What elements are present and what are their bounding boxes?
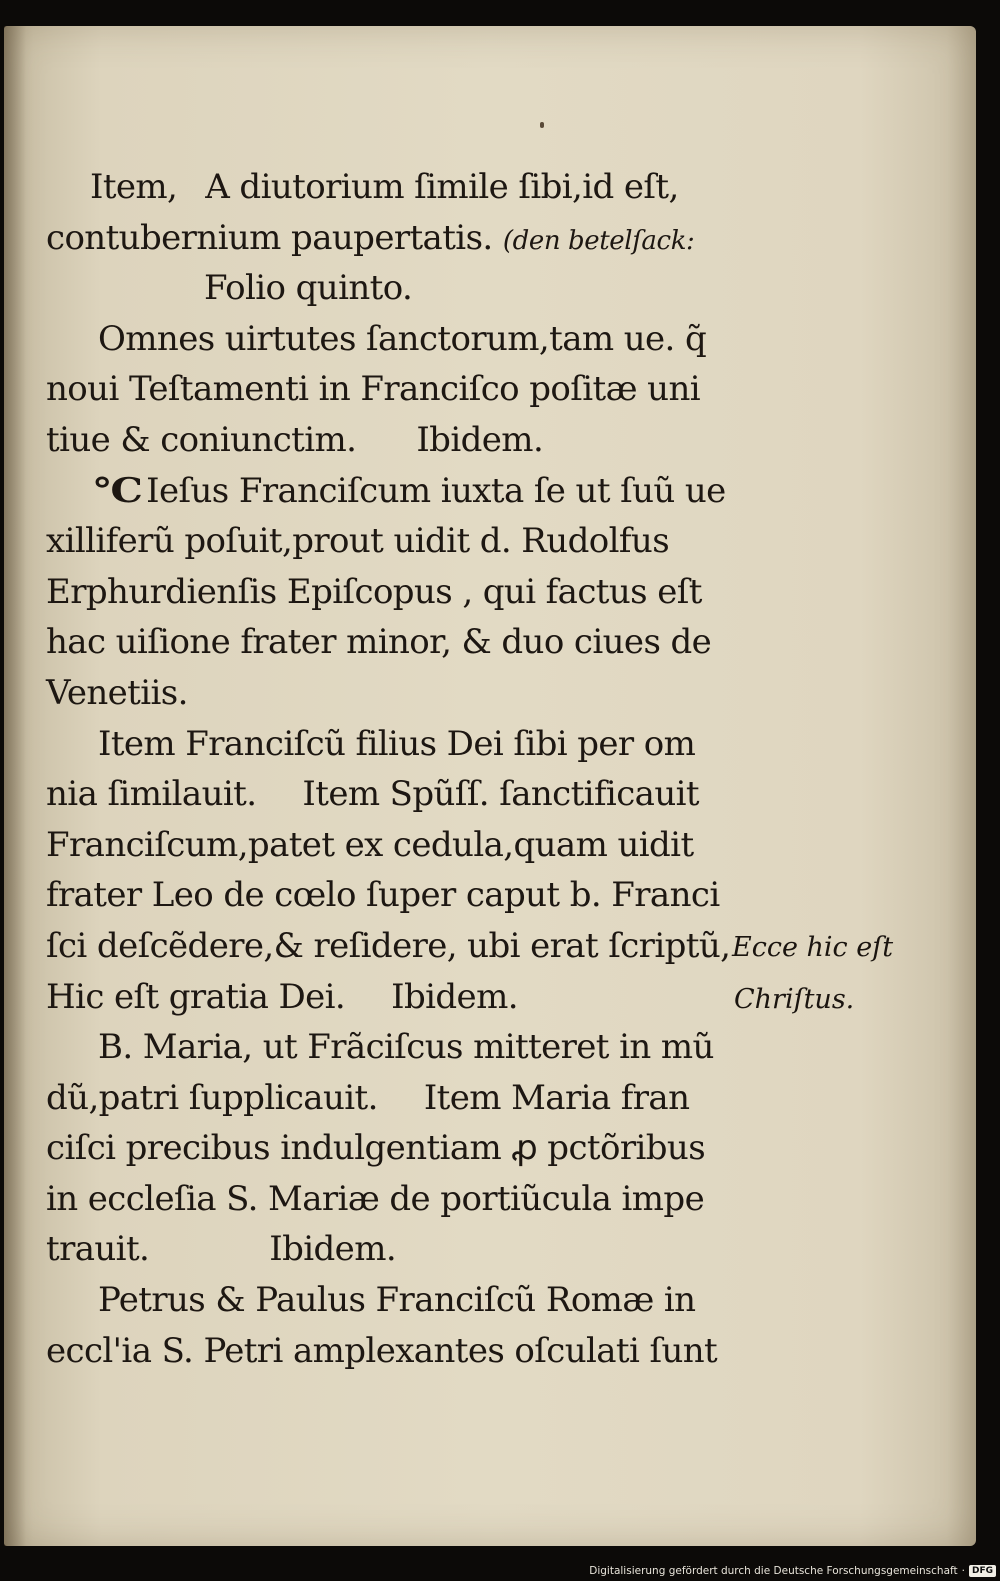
line-text: nia ſimilauit. <box>46 774 257 815</box>
line-text: Hic eſt gratia Dei. <box>46 976 346 1017</box>
text-line-3 <box>46 263 736 314</box>
line-text: ſci deſcẽdere,& reſidere, ubi erat ſcriptũ, <box>46 925 731 966</box>
credit-separator: · <box>961 1565 965 1577</box>
marginal-note-line-1: Ecce hic eſt <box>732 932 894 963</box>
line-text: dũ,patri ſupplicauit. <box>46 1077 378 1118</box>
line-text: Franciſcum,patet ex cedula,quam uidit <box>46 824 694 865</box>
line-text: contubernium paupertatis. <box>46 217 493 258</box>
dfg-logo: DFG <box>969 1565 996 1577</box>
text-line-8 <box>46 516 736 567</box>
line-text: tiue & coniunctim. <box>46 419 357 460</box>
line-text: ciſci precibus indulgentiam ꝓ pctõribus <box>46 1128 706 1169</box>
ink-speck <box>540 122 544 128</box>
line-text: A diutorium ſimile ſibi,id eſt, <box>205 167 679 207</box>
line-text: Item, <box>90 167 178 207</box>
text-line-10 <box>46 617 736 668</box>
text-line-19 <box>46 1073 736 1124</box>
line-text: eccl'ia S. Petri amplexantes oſculati ſunt <box>46 1330 718 1371</box>
line-text: Ieſus Franciſcum iuxta ſe ut ſuũ ue <box>146 470 726 511</box>
line-text: Item Franciſcũ filius Dei ſibi per om <box>98 723 696 764</box>
text-line-6 <box>46 415 736 466</box>
text-line-16 <box>46 921 736 972</box>
line-text: Omnes uirtutes ſanctorum,tam ue. q̃ <box>98 318 707 359</box>
main-text-block <box>46 162 736 1376</box>
text-line-15 <box>46 870 736 921</box>
line-text: trauit. <box>46 1229 150 1270</box>
handwritten-annotation: (den betelſack: <box>502 225 695 256</box>
line-text: frater Leo de cœlo ſuper caput b. Franci <box>46 875 720 916</box>
text-line-12 <box>46 719 736 770</box>
text-line-5 <box>46 364 736 415</box>
line-text: Item Spũſſ. ſanctificauit <box>302 774 699 815</box>
text-line-18 <box>46 1022 736 1073</box>
paragraph-mark: ℃ <box>93 470 143 511</box>
text-line-7 <box>46 466 736 517</box>
credit-text: Digitalisierung gefördert durch die Deutsche Forschungsgemeinschaft <box>589 1565 958 1577</box>
book-page <box>4 26 976 1546</box>
line-text: Erphurdienſis Epiſcopus , qui factus eſt <box>46 571 702 612</box>
line-text: noui Teſtamenti in Franciſco poſitæ uni <box>46 369 701 410</box>
line-text: xilliferũ poſuit,prout uidit d. Rudolfus <box>46 521 670 562</box>
text-line-21 <box>46 1174 736 1225</box>
text-line-4 <box>46 314 736 365</box>
text-line-14 <box>46 820 736 871</box>
text-line-23 <box>46 1275 736 1326</box>
handwritten-marginal-note <box>732 922 922 1026</box>
line-text: Venetiis. <box>46 672 188 713</box>
line-text: Folio quinto. <box>204 268 413 309</box>
text-line-22 <box>46 1224 736 1275</box>
line-text: Ibidem. <box>269 1229 397 1270</box>
text-line-1 <box>46 162 736 213</box>
marginal-note-line-2: Chriſtus. <box>734 984 855 1015</box>
line-text: Item Maria fran <box>423 1077 690 1118</box>
line-text: Ibidem. <box>416 419 544 460</box>
text-line-24 <box>46 1326 736 1377</box>
digitization-credit <box>589 1565 996 1577</box>
line-text: Petrus & Paulus Franciſcũ Romæ in <box>98 1280 696 1321</box>
text-line-2 <box>46 213 736 264</box>
text-line-13 <box>46 769 736 820</box>
gutter-shadow <box>4 26 26 1546</box>
line-text: Ibidem. <box>391 976 518 1017</box>
text-line-20 <box>46 1123 736 1174</box>
text-line-11 <box>46 668 736 719</box>
line-text: B. Maria, ut Frãciſcus mitteret in mũ <box>98 1027 714 1068</box>
line-text: in eccleſia S. Mariæ de portiũcula impe <box>46 1178 705 1219</box>
line-text: hac uiſione frater minor, & duo ciues de <box>46 622 712 663</box>
text-line-9 <box>46 567 736 618</box>
text-line-17 <box>46 972 736 1023</box>
